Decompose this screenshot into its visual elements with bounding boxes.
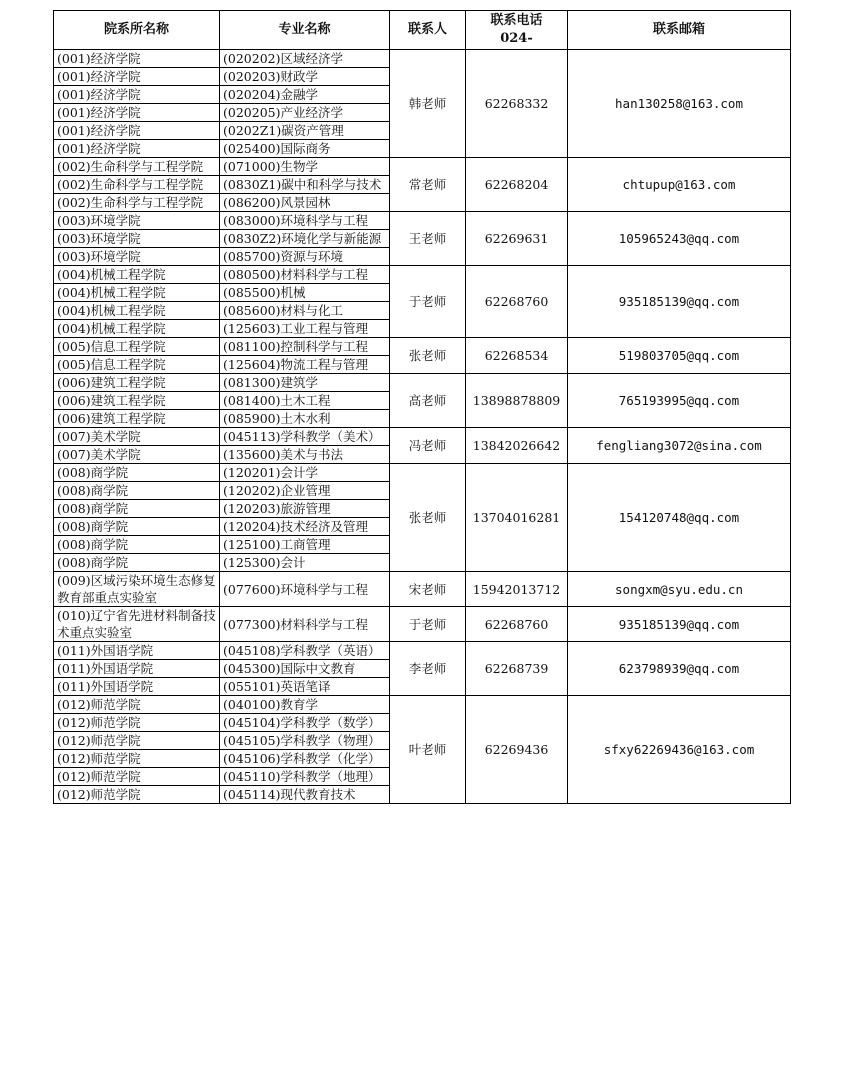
email-cell: songxm@syu.edu.cn xyxy=(568,572,791,607)
phone-cell: 62268760 xyxy=(466,607,568,642)
email-cell: 623798939@qq.com xyxy=(568,642,791,696)
major-cell: (077300)材料科学与工程 xyxy=(220,607,390,642)
dept-cell: (012)师范学院 xyxy=(54,786,220,804)
major-cell: (045105)学科教学（物理） xyxy=(220,732,390,750)
dept-cell: (005)信息工程学院 xyxy=(54,356,220,374)
phone-cell: 62268739 xyxy=(466,642,568,696)
dept-cell: (008)商学院 xyxy=(54,518,220,536)
major-cell: (120204)技术经济及管理 xyxy=(220,518,390,536)
contact-cell: 李老师 xyxy=(390,642,466,696)
email-cell: sfxy62269436@163.com xyxy=(568,696,791,804)
major-cell: (135600)美术与书法 xyxy=(220,446,390,464)
header-dept: 院系所名称 xyxy=(54,11,220,50)
dept-cell: (012)师范学院 xyxy=(54,768,220,786)
major-cell: (045104)学科教学（数学） xyxy=(220,714,390,732)
email-cell: 519803705@qq.com xyxy=(568,338,791,374)
phone-cell: 62268760 xyxy=(466,266,568,338)
dept-cell: (008)商学院 xyxy=(54,482,220,500)
dept-cell: (007)美术学院 xyxy=(54,446,220,464)
dept-cell: (002)生命科学与工程学院 xyxy=(54,176,220,194)
contact-cell: 冯老师 xyxy=(390,428,466,464)
email-cell: chtupup@163.com xyxy=(568,158,791,212)
major-cell: (081100)控制科学与工程 xyxy=(220,338,390,356)
table-header-row xyxy=(54,11,791,50)
contact-cell: 常老师 xyxy=(390,158,466,212)
dept-cell: (001)经济学院 xyxy=(54,50,220,68)
phone-cell: 13842026642 xyxy=(466,428,568,464)
dept-cell: (006)建筑工程学院 xyxy=(54,374,220,392)
email-cell: 935185139@qq.com xyxy=(568,607,791,642)
dept-cell: (002)生命科学与工程学院 xyxy=(54,158,220,176)
email-cell: 154120748@qq.com xyxy=(568,464,791,572)
dept-cell: (004)机械工程学院 xyxy=(54,320,220,338)
major-cell: (085700)资源与环境 xyxy=(220,248,390,266)
major-cell: (083000)环境科学与工程 xyxy=(220,212,390,230)
phone-cell: 15942013712 xyxy=(466,572,568,607)
contact-cell: 高老师 xyxy=(390,374,466,428)
dept-cell: (008)商学院 xyxy=(54,536,220,554)
dept-cell: (012)师范学院 xyxy=(54,714,220,732)
dept-cell: (008)商学院 xyxy=(54,464,220,482)
dept-cell: (009)区域污染环境生态修复教育部重点实验室 xyxy=(54,572,220,607)
email-cell: 105965243@qq.com xyxy=(568,212,791,266)
dept-cell: (003)环境学院 xyxy=(54,230,220,248)
dept-cell: (004)机械工程学院 xyxy=(54,266,220,284)
phone-cell: 62269436 xyxy=(466,696,568,804)
dept-cell: (001)经济学院 xyxy=(54,68,220,86)
header-phone-label: 联系电话 xyxy=(490,13,543,28)
dept-cell: (006)建筑工程学院 xyxy=(54,392,220,410)
dept-cell: (002)生命科学与工程学院 xyxy=(54,194,220,212)
major-cell: (080500)材料科学与工程 xyxy=(220,266,390,284)
major-cell: (045106)学科教学（化学） xyxy=(220,750,390,768)
dept-cell: (006)建筑工程学院 xyxy=(54,410,220,428)
dept-cell: (003)环境学院 xyxy=(54,212,220,230)
email-cell: han130258@163.com xyxy=(568,50,791,158)
table-row xyxy=(54,266,791,284)
table-row xyxy=(54,607,791,642)
table-body xyxy=(54,50,791,804)
contact-cell: 宋老师 xyxy=(390,572,466,607)
table-row xyxy=(54,428,791,446)
major-cell: (125603)工业工程与管理 xyxy=(220,320,390,338)
dept-cell: (012)师范学院 xyxy=(54,732,220,750)
dept-cell: (001)经济学院 xyxy=(54,104,220,122)
major-cell: (020202)区域经济学 xyxy=(220,50,390,68)
major-cell: (045110)学科教学（地理） xyxy=(220,768,390,786)
contact-cell: 张老师 xyxy=(390,338,466,374)
dept-cell: (004)机械工程学院 xyxy=(54,284,220,302)
phone-cell: 62268534 xyxy=(466,338,568,374)
major-cell: (055101)英语笔译 xyxy=(220,678,390,696)
table-row xyxy=(54,50,791,68)
dept-cell: (001)经济学院 xyxy=(54,86,220,104)
table-row xyxy=(54,374,791,392)
major-cell: (040100)教育学 xyxy=(220,696,390,714)
email-cell: 935185139@qq.com xyxy=(568,266,791,338)
dept-cell: (012)师范学院 xyxy=(54,696,220,714)
table-row xyxy=(54,572,791,607)
table-row xyxy=(54,338,791,356)
major-cell: (085500)机械 xyxy=(220,284,390,302)
major-cell: (086200)风景园林 xyxy=(220,194,390,212)
major-cell: (125300)会计 xyxy=(220,554,390,572)
contact-cell: 叶老师 xyxy=(390,696,466,804)
major-cell: (081400)土木工程 xyxy=(220,392,390,410)
major-cell: (085900)土木水利 xyxy=(220,410,390,428)
major-cell: (120203)旅游管理 xyxy=(220,500,390,518)
dept-cell: (001)经济学院 xyxy=(54,122,220,140)
table-row xyxy=(54,212,791,230)
major-cell: (045113)学科教学（美术） xyxy=(220,428,390,446)
contact-cell: 于老师 xyxy=(390,266,466,338)
contact-cell: 张老师 xyxy=(390,464,466,572)
email-cell: 765193995@qq.com xyxy=(568,374,791,428)
major-cell: (045108)学科教学（英语） xyxy=(220,642,390,660)
major-cell: (125604)物流工程与管理 xyxy=(220,356,390,374)
dept-cell: (003)环境学院 xyxy=(54,248,220,266)
table-row xyxy=(54,642,791,660)
dept-cell: (007)美术学院 xyxy=(54,428,220,446)
dept-cell: (012)师范学院 xyxy=(54,750,220,768)
phone-cell: 62268204 xyxy=(466,158,568,212)
dept-cell: (001)经济学院 xyxy=(54,140,220,158)
dept-cell: (008)商学院 xyxy=(54,500,220,518)
major-cell: (020204)金融学 xyxy=(220,86,390,104)
dept-cell: (004)机械工程学院 xyxy=(54,302,220,320)
dept-cell: (011)外国语学院 xyxy=(54,642,220,660)
table-row xyxy=(54,464,791,482)
major-cell: (120202)企业管理 xyxy=(220,482,390,500)
dept-cell: (011)外国语学院 xyxy=(54,660,220,678)
major-cell: (025400)国际商务 xyxy=(220,140,390,158)
email-cell: fengliang3072@sina.com xyxy=(568,428,791,464)
contact-cell: 王老师 xyxy=(390,212,466,266)
major-cell: (071000)生物学 xyxy=(220,158,390,176)
header-phone-prefix: 024- xyxy=(500,31,533,46)
major-cell: (045114)现代教育技术 xyxy=(220,786,390,804)
header-email: 联系邮箱 xyxy=(568,11,791,50)
major-cell: (077600)环境科学与工程 xyxy=(220,572,390,607)
phone-cell: 13898878809 xyxy=(466,374,568,428)
header-contact: 联系人 xyxy=(390,11,466,50)
phone-cell: 13704016281 xyxy=(466,464,568,572)
table-row xyxy=(54,158,791,176)
major-cell: (0830Z1)碳中和科学与技术 xyxy=(220,176,390,194)
dept-cell: (008)商学院 xyxy=(54,554,220,572)
major-cell: (0202Z1)碳资产管理 xyxy=(220,122,390,140)
contact-cell: 于老师 xyxy=(390,607,466,642)
dept-cell: (010)辽宁省先进材料制备技术重点实验室 xyxy=(54,607,220,642)
phone-cell: 62268332 xyxy=(466,50,568,158)
major-cell: (0830Z2)环境化学与新能源 xyxy=(220,230,390,248)
major-cell: (081300)建筑学 xyxy=(220,374,390,392)
major-cell: (045300)国际中文教育 xyxy=(220,660,390,678)
phone-cell: 62269631 xyxy=(466,212,568,266)
contact-cell: 韩老师 xyxy=(390,50,466,158)
dept-cell: (005)信息工程学院 xyxy=(54,338,220,356)
header-major: 专业名称 xyxy=(220,11,390,50)
major-cell: (020203)财政学 xyxy=(220,68,390,86)
major-cell: (120201)会计学 xyxy=(220,464,390,482)
major-cell: (020205)产业经济学 xyxy=(220,104,390,122)
table-row xyxy=(54,696,791,714)
contact-table xyxy=(53,10,791,804)
header-phone xyxy=(466,11,568,50)
dept-cell: (011)外国语学院 xyxy=(54,678,220,696)
major-cell: (085600)材料与化工 xyxy=(220,302,390,320)
major-cell: (125100)工商管理 xyxy=(220,536,390,554)
